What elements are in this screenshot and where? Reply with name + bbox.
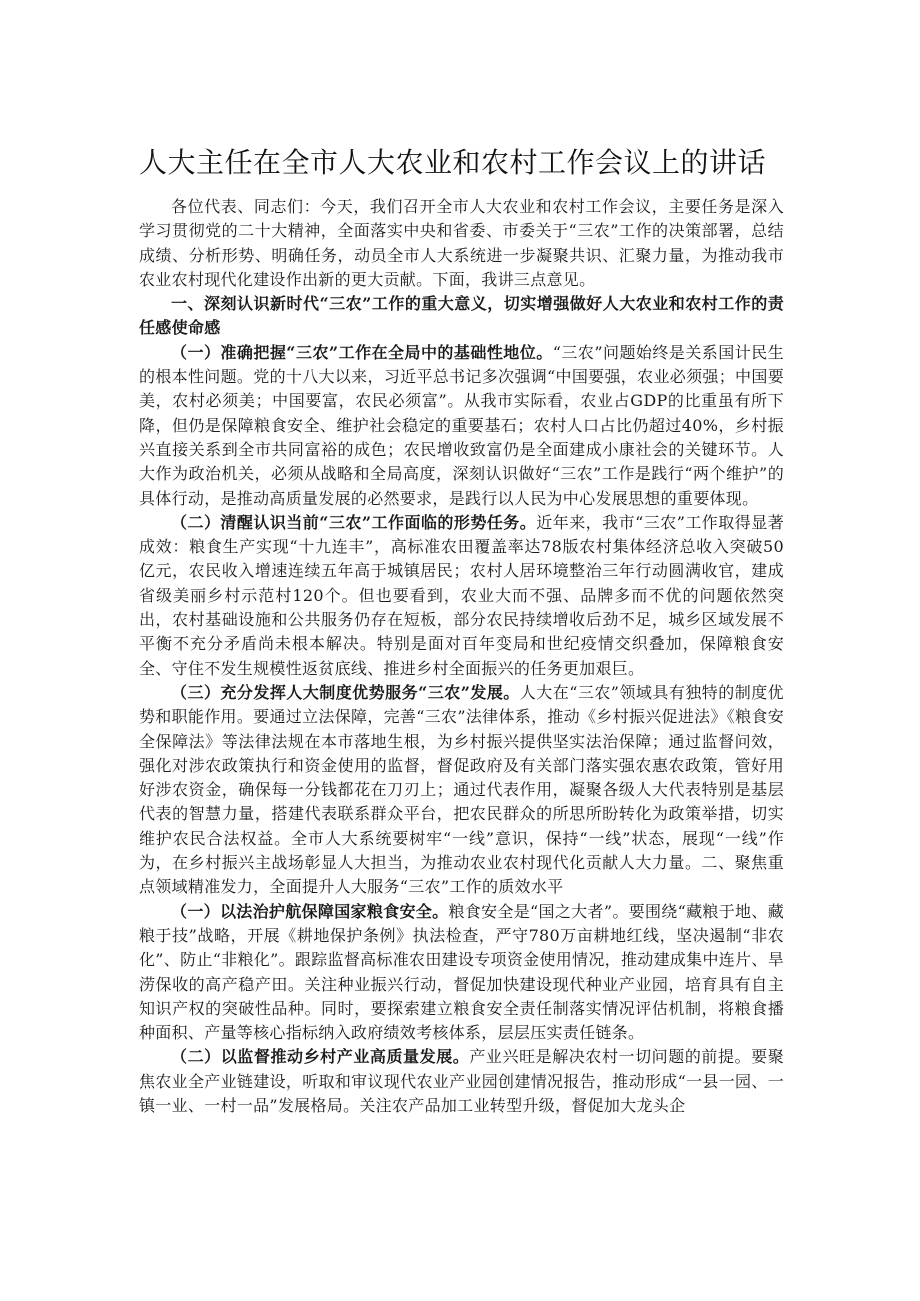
- section-heading-1: 一、深刻认识新时代“三农”工作的重大意义，切实增强做好人大农业和农村工作的责任感使命感: [139, 294, 784, 338]
- paragraph-text: 产业兴旺是解决农村一切问题的前提。要聚焦农业全产业链建设，听取和审议现代农业产业园创建情况报告，推动形成“一县一园、一镇一业、一村一品”发展格局。关注农产品加工业转型升级，督促加大龙头企: [139, 1047, 785, 1115]
- paragraph-text: 人大在“三农”领域具有独特的制度优势和职能作用。要通过立法保障，完善“三农”法律体系，推动《乡村振兴促进法》《粮食安全保障法》等法律法规在本市落地生根，为乡村振兴提供坚实法治保障；通过监督问效，强化对涉农政策执行和资金使用的监督，督促政府及有关部门落实强农惠农政策，管好用好涉农资金，确保每一分钱都花在刀刃上；通过代表作用，凝聚各级人大代表特别是基层代表的智慧力量，搭建代表联系群众平台，把农民群众的所思所盼转化为政策举措，切实维护农民合法权益。全市人大系统要树牢“一线”意识，保持“一线”状态，展现“一线”作为，在乡村振兴主战场彰显人大担当，为推动农业农村现代化贡献人大力量。二、聚焦重点领域精准发力，全面提升人大服务“三农”工作的质效水平: [139, 682, 784, 897]
- paragraph-text: “三农”问题始终是关系国计民生的根本性问题。党的十八大以来，习近平总书记多次强调“中国要强，农业必须强；中国要美，农村必须美；中国要富，农民必须富”。从我市实际看，农业占GDP的比重虽有所下降，但仍是保障粮食安全、维护社会稳定的重要基石；农村人口占比仍超过40%，乡村振兴直接关系到全市共同富裕的成色；农民增收致富仍是全面建成小康社会的关键环节。人大作为政治机关，必须从战略和全局高度，深刻认识做好“三农”工作是践行“两个维护”的具体行动，是推动高质量发展的必然要求，是践行以人民为中心发展思想的重要体现。: [139, 342, 784, 508]
- paragraph-2-1: [139, 900, 784, 1046]
- paragraph-text: 近年来，我市“三农”工作取得显著成效：粮食生产实现“十九连丰”，高标准农田覆盖率达78版农村集体经济总收入突破50亿元，农民收入增速连续五年高于城镇居民；农村人居环境整治三年行动圆满收官，建成省级美丽乡村示范村120个。但也要看到，农业大而不强、品牌多而不优的问题依然突出，农村基础设施和公共服务仍存在短板，部分农民持续增收后劲不足，城乡区域发展不平衡不充分矛盾尚未根本解决。特别是面对百年变局和世纪疫情交织叠加，保障粮食安全、守住不发生规模性返贫底线、推进乡村全面振兴的任务更加艰巨。: [139, 512, 784, 678]
- paragraph-2-2: [139, 1045, 784, 1118]
- paragraph-lead: （一）准确把握“三农”工作在全局中的基础性地位。: [171, 342, 553, 362]
- document-title: 人大主任在全市人大农业和农村工作会议上的讲话: [139, 146, 767, 179]
- document-page: [139, 143, 784, 1118]
- paragraph-lead: （三）充分发挥人大制度优势服务“三农”发展。: [171, 682, 520, 702]
- paragraph-lead: （二）以监督推动乡村产业高质量发展。: [171, 1047, 470, 1067]
- paragraph-1-1: [139, 341, 784, 511]
- paragraph-opening: [139, 195, 784, 292]
- paragraph-text: 各位代表、同志们：今天，我们召开全市人大农业和农村工作会议，主要任务是深入学习贯彻党的二十大精神，全面落实中央和省委、市委关于“三农”工作的决策部署，总结成绩、分析形势、明确任务，动员全市人大系统进一步凝聚共识、汇聚力量，为推动我市农业农村现代化建设作出新的更大贡献。下面，我讲三点意见。: [139, 197, 784, 289]
- paragraph-1-3: [139, 681, 784, 900]
- paragraph-lead: （一）以法治护航保障国家粮食安全。: [171, 901, 449, 921]
- paragraph-lead: （二）清醒认识当前“三农”工作面临的形势任务。: [171, 512, 537, 532]
- paragraph-text: 粮食安全是“国之大者”。要围绕“藏粮于地、藏粮于技”战略，开展《耕地保护条例》执法检查，严守780万亩耕地红线，坚决遏制“非农化”、防止“非粮化”。跟踪监督高标准农田建设专项资金使用情况，推动建成集中连片、旱涝保收的高产稳产田。关注种业振兴行动，督促加快建设现代种业产业园，培育具有自主知识产权的突破性品种。同时，要探索建立粮食安全责任制落实情况评估机制，将粮食播种面积、产量等核心指标纳入政府绩效考核体系，层层压实责任链条。: [139, 901, 784, 1043]
- paragraph-1-2: [139, 511, 784, 681]
